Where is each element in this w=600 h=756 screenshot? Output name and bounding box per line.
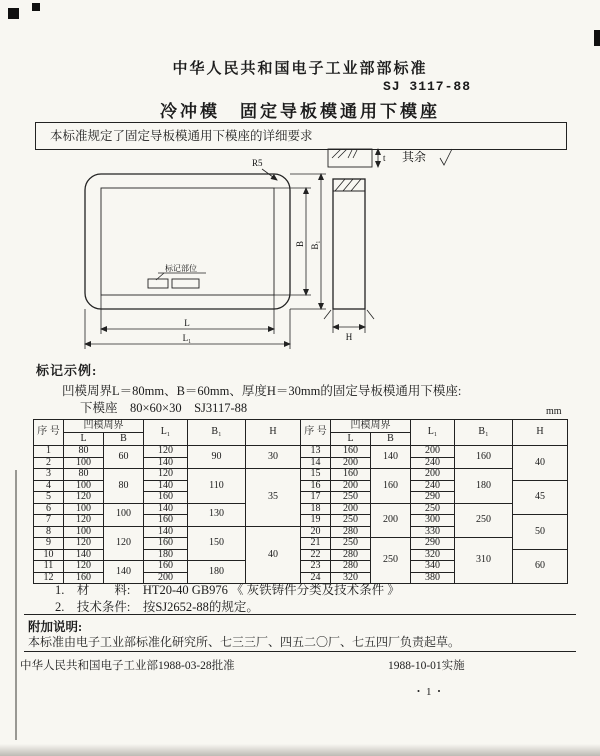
scan-artifact <box>594 30 600 46</box>
dim-B1: B₁ <box>310 240 320 250</box>
plan-view-outline <box>85 174 290 309</box>
table-cell: 22 <box>301 549 331 561</box>
scan-edge-shade <box>0 744 600 756</box>
table-cell: 140 <box>144 457 188 469</box>
table-cell: 24 <box>301 572 331 584</box>
table-cell: 130 <box>188 503 246 526</box>
table-cell: 100 <box>64 480 104 492</box>
table-cell: 250 <box>455 503 513 538</box>
example-line2: 下模座 80×60×30 SJ3117-88 <box>80 401 248 415</box>
table-cell: 240 <box>411 480 455 492</box>
table-cell: 120 <box>104 526 144 561</box>
table-cell: 160 <box>455 446 513 469</box>
table-cell: 17 <box>301 492 331 504</box>
additional-heading: 附加说明: <box>28 620 83 634</box>
surface-note-label: 其余 <box>402 150 427 164</box>
table-cell: 60 <box>513 549 568 584</box>
table-cell: 290 <box>411 492 455 504</box>
technical-drawing <box>30 146 570 358</box>
col-header-l: L <box>64 433 104 446</box>
scan-artifact <box>8 8 19 19</box>
table-cell: 2 <box>34 457 64 469</box>
table-cell: 4 <box>34 480 64 492</box>
col-header-b1: B₁ <box>188 420 246 446</box>
table-cell: 140 <box>371 446 411 469</box>
table-cell: 100 <box>104 503 144 526</box>
surface-finish-symbol <box>440 149 452 165</box>
table-cell: 180 <box>188 561 246 584</box>
dim-t: t <box>383 153 386 163</box>
table-cell: 200 <box>331 457 371 469</box>
table-cell: 140 <box>64 549 104 561</box>
marking-area-label: 标记部位 <box>165 264 197 273</box>
dim-H: H <box>345 332 353 342</box>
footer-implementation: 1988-10-01实施 <box>388 660 465 672</box>
table-cell: 250 <box>371 538 411 584</box>
table-cell: 320 <box>411 549 455 561</box>
table-cell: 120 <box>144 469 188 481</box>
table-cell: 40 <box>246 526 301 584</box>
side-view-outline <box>333 179 365 309</box>
table-row <box>34 446 568 458</box>
die-seat-drawing <box>30 146 570 358</box>
table-cell: 120 <box>64 561 104 573</box>
parallel-mark <box>348 150 352 158</box>
col-header-h: H <box>246 420 301 446</box>
unit-label: mm <box>546 406 562 417</box>
table-cell: 300 <box>411 515 455 527</box>
table-cell: 200 <box>331 503 371 515</box>
table-cell: 120 <box>64 492 104 504</box>
table-cell: 180 <box>144 549 188 561</box>
table-cell: 110 <box>188 469 246 504</box>
table-cell: 11 <box>34 561 64 573</box>
technical-condition-note: 2. 技术条件: 按SJ2652-88的规定。 <box>55 600 259 614</box>
col-header-no: 序 号 <box>301 420 331 446</box>
table-cell: 30 <box>246 446 301 469</box>
table-cell: 50 <box>513 515 568 550</box>
table-cell: 160 <box>371 469 411 504</box>
standard-org-title: 中华人民共和国电子工业部部标准 <box>172 61 428 77</box>
table-cell: 13 <box>301 446 331 458</box>
table-cell: 18 <box>301 503 331 515</box>
table-cell: 9 <box>34 538 64 550</box>
table-cell: 340 <box>411 561 455 573</box>
table-cell: 90 <box>188 446 246 469</box>
table-cell: 200 <box>371 503 411 538</box>
table-cell: 160 <box>144 515 188 527</box>
col-header-no: 序 号 <box>34 420 64 446</box>
table-cell: 380 <box>411 572 455 584</box>
table-cell: 280 <box>331 561 371 573</box>
table-cell: 15 <box>301 469 331 481</box>
col-header-boundary: 凹模周界 <box>331 420 411 433</box>
divider <box>24 651 576 652</box>
col-header-l1: L₁ <box>144 420 188 446</box>
finish-mark <box>367 310 374 319</box>
table-cell: 280 <box>331 526 371 538</box>
table-cell: 12 <box>34 572 64 584</box>
standard-number: SJ 3117-88 <box>383 79 472 94</box>
col-header-b: B <box>371 433 411 446</box>
col-header-b: B <box>104 433 144 446</box>
table-row <box>34 503 568 515</box>
table-cell: 5 <box>34 492 64 504</box>
table-cell: 80 <box>104 469 144 504</box>
table-cell: 100 <box>64 503 104 515</box>
dim-L: L <box>184 318 190 328</box>
table-cell: 120 <box>64 515 104 527</box>
table-cell: 250 <box>411 503 455 515</box>
scope-statement: 本标准规定了固定导板模通用下模座的详细要求 <box>35 122 567 150</box>
table-cell: 150 <box>188 526 246 561</box>
table-cell: 8 <box>34 526 64 538</box>
table-cell: 16 <box>301 480 331 492</box>
table-cell: 240 <box>411 457 455 469</box>
dim-L1: L₁ <box>182 333 192 343</box>
table-cell: 45 <box>513 480 568 515</box>
table-cell: 60 <box>104 446 144 469</box>
scan-edge-line <box>15 470 17 740</box>
table-cell: 140 <box>144 480 188 492</box>
table-cell: 290 <box>411 538 455 550</box>
table-cell: 23 <box>301 561 331 573</box>
table-cell: 160 <box>144 492 188 504</box>
table-cell: 120 <box>64 538 104 550</box>
parallel-mark <box>353 150 357 158</box>
table-cell: 160 <box>144 561 188 573</box>
col-header-b1: B₁ <box>455 420 513 446</box>
col-header-l: L <box>331 433 371 446</box>
table-cell: 6 <box>34 503 64 515</box>
table-cell: 140 <box>144 503 188 515</box>
table-cell: 280 <box>331 549 371 561</box>
divider <box>24 614 576 615</box>
col-header-boundary: 凹模周界 <box>64 420 144 433</box>
table-cell: 160 <box>331 469 371 481</box>
marking-area-box <box>148 279 168 288</box>
table-cell: 35 <box>246 469 301 527</box>
radius-label: R5 <box>252 158 263 168</box>
table-cell: 19 <box>301 515 331 527</box>
table-cell: 200 <box>144 572 188 584</box>
page-title: 冷冲模 固定导板模通用下模座 <box>160 102 440 121</box>
page-number: ・1・ <box>413 686 447 698</box>
table-cell: 120 <box>144 446 188 458</box>
table-cell: 3 <box>34 469 64 481</box>
table-cell: 160 <box>144 538 188 550</box>
table-cell: 200 <box>411 469 455 481</box>
table-row <box>34 469 568 481</box>
example-line1: 凹模周界L＝80mm、B＝60mm、厚度H＝30mm的固定导板模通用下模座: <box>62 384 462 398</box>
table-cell: 40 <box>513 446 568 481</box>
table-cell: 14 <box>301 457 331 469</box>
additional-text: 本标准由电子工业部标准化研究所、七三三厂、四五二〇厂、七五四厂负责起草。 <box>28 635 461 649</box>
finish-mark <box>324 310 331 319</box>
table-cell: 160 <box>64 572 104 584</box>
table-cell: 100 <box>64 457 104 469</box>
groove-detail-box <box>328 149 372 167</box>
table-cell: 250 <box>331 515 371 527</box>
table-cell: 180 <box>455 469 513 504</box>
table-cell: 21 <box>301 538 331 550</box>
spec-table-body <box>34 446 568 584</box>
table-cell: 310 <box>455 538 513 584</box>
col-header-l1: L₁ <box>411 420 455 446</box>
example-heading: 标记示例: <box>36 363 98 378</box>
dim-B: B <box>295 240 305 248</box>
table-cell: 80 <box>64 446 104 458</box>
table-cell: 20 <box>301 526 331 538</box>
table-cell: 10 <box>34 549 64 561</box>
table-cell: 200 <box>411 446 455 458</box>
scan-artifact <box>32 3 40 11</box>
table-cell: 100 <box>64 526 104 538</box>
material-note: 1. 材 料: HT20-40 GB976 《 灰铁铸件分类及技术条件 》 <box>55 583 400 597</box>
table-cell: 320 <box>331 572 371 584</box>
col-header-h: H <box>513 420 568 446</box>
spec-table <box>33 419 568 584</box>
table-cell: 160 <box>331 446 371 458</box>
table-cell: 80 <box>64 469 104 481</box>
table-cell: 140 <box>144 526 188 538</box>
marking-area-box <box>172 279 199 288</box>
table-cell: 330 <box>411 526 455 538</box>
table-cell: 140 <box>104 561 144 584</box>
footer-approval: 中华人民共和国电子工业部1988-03-28批准 <box>20 660 235 672</box>
table-cell: 250 <box>331 538 371 550</box>
table-cell: 250 <box>331 492 371 504</box>
table-cell: 200 <box>331 480 371 492</box>
table-cell: 1 <box>34 446 64 458</box>
table-cell: 7 <box>34 515 64 527</box>
